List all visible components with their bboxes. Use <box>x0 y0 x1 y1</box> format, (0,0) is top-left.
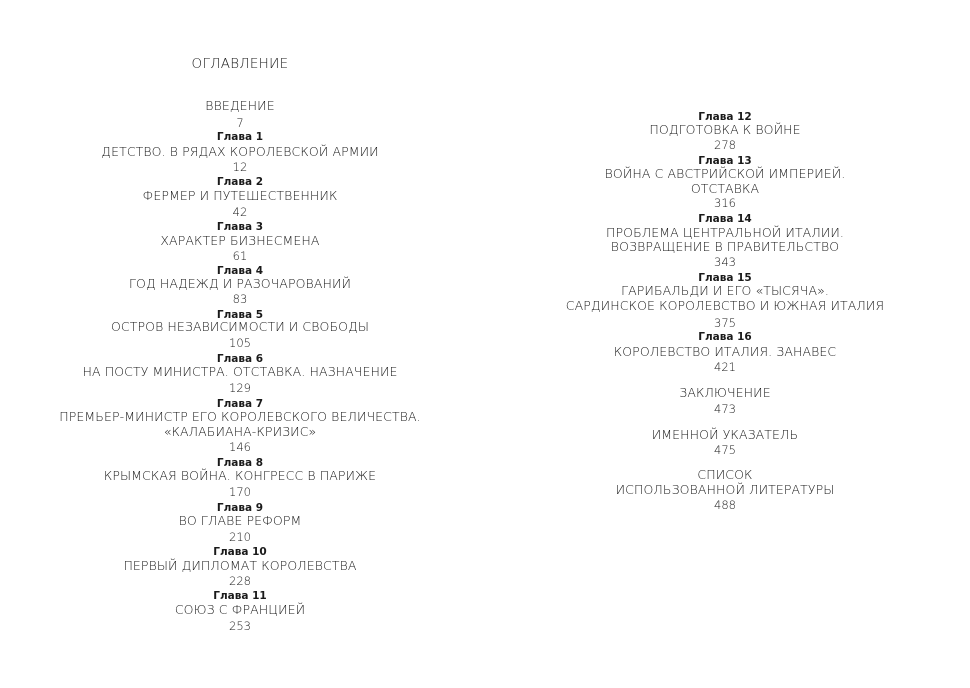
chapter-title: КОРОЛЕВСТВО ИТАЛИЯ. ЗАНАВЕС <box>613 344 837 359</box>
chapter-title: ГОД НАДЕЖД И РАЗОЧАРОВАНИЙ <box>128 276 352 291</box>
chapter-title: ИМЕННОЙ УКАЗАТЕЛЬ <box>651 427 799 442</box>
page-number: 473 <box>714 402 736 416</box>
chapter-title: ГАРИБАЛЬДИ И ЕГО «ТЫСЯЧА». <box>621 283 829 298</box>
chapter-title: ДЕТСТВО. В РЯДАХ КОРОЛЕВСКОЙ АРМИИ <box>101 144 379 159</box>
page-number: 7 <box>236 116 244 130</box>
chapter-title: ОСТРОВ НЕЗАВИСИМОСТИ И СВОБОДЫ <box>110 319 370 334</box>
page-number: 475 <box>714 443 736 457</box>
chapter-label: Глава 3 <box>216 221 264 233</box>
chapter-label: Глава 1 <box>216 131 264 143</box>
page-number: 105 <box>229 336 251 350</box>
page-number: 375 <box>714 316 736 330</box>
page-number: 12 <box>232 160 248 174</box>
chapter-title: ВВЕДЕНИЕ <box>205 98 275 113</box>
chapter-title: НА ПОСТУ МИНИСТРА. ОТСТАВКА. НАЗНАЧЕНИЕ <box>82 364 398 379</box>
chapter-label: Глава 2 <box>216 176 264 188</box>
page-number: 228 <box>229 574 251 588</box>
chapter-label: Глава 5 <box>216 309 264 321</box>
chapter-title: ХАРАКТЕР БИЗНЕСМЕНА <box>160 233 320 248</box>
chapter-title: ИСПОЛЬЗОВАННОЙ ЛИТЕРАТУРЫ <box>615 482 835 497</box>
chapter-title: ЗАКЛЮЧЕНИЕ <box>679 385 771 400</box>
page-number: 488 <box>714 498 736 512</box>
page-number: 253 <box>229 619 251 633</box>
chapter-label: Глава 14 <box>698 213 752 225</box>
chapter-title: СПИСОК <box>697 467 753 482</box>
chapter-label: Глава 6 <box>216 353 264 365</box>
chapter-label: Глава 4 <box>216 265 264 277</box>
page-number: 343 <box>714 255 736 269</box>
chapter-title: ВОЗВРАЩЕНИЕ В ПРАВИТЕЛЬСТВО <box>610 239 840 254</box>
page-number: 170 <box>229 485 251 499</box>
page-number: 316 <box>714 196 736 210</box>
page-number: 42 <box>232 205 248 219</box>
chapter-label: Глава 9 <box>216 502 264 514</box>
chapter-title: КРЫМСКАЯ ВОЙНА. КОНГРЕСС В ПАРИЖЕ <box>103 468 377 483</box>
page-number: 83 <box>232 292 248 306</box>
chapter-label: Глава 8 <box>216 457 264 469</box>
page-number: 421 <box>714 360 736 374</box>
page-number: 210 <box>229 530 251 544</box>
chapter-label: Глава 11 <box>213 590 267 602</box>
chapter-title: ПРОБЛЕМА ЦЕНТРАЛЬНОЙ ИТАЛИИ. <box>606 225 844 240</box>
chapter-label: Глава 12 <box>698 111 752 123</box>
page-number: 61 <box>232 249 248 263</box>
chapter-label: Глава 13 <box>698 155 752 167</box>
page-number: 129 <box>229 381 251 395</box>
chapter-label: Глава 7 <box>216 398 264 410</box>
chapter-title: ПРЕМЬЕР-МИНИСТР ЕГО КОРОЛЕВСКОГО ВЕЛИЧЕСТВА. <box>59 409 421 424</box>
chapter-title: ПЕРВЫЙ ДИПЛОМАТ КОРОЛЕВСТВА <box>123 558 357 573</box>
chapter-title: ВО ГЛАВЕ РЕФОРМ <box>178 513 302 528</box>
chapter-title: ФЕРМЕР И ПУТЕШЕСТВЕННИК <box>142 188 338 203</box>
toc-title: ОГЛАВЛЕНИЕ <box>191 56 289 72</box>
chapter-title: САРДИНСКОЕ КОРОЛЕВСТВО И ЮЖНАЯ ИТАЛИЯ <box>565 298 885 313</box>
chapter-label: Глава 10 <box>213 546 267 558</box>
chapter-title: «КАЛАБИАНА-КРИЗИС» <box>163 424 317 439</box>
page-number: 278 <box>714 138 736 152</box>
chapter-label: Глава 16 <box>698 331 752 343</box>
chapter-title: ПОДГОТОВКА К ВОЙНЕ <box>649 122 801 137</box>
chapter-title: ВОЙНА С АВСТРИЙСКОЙ ИМПЕРИЕЙ. <box>604 166 846 181</box>
page-number: 146 <box>229 440 251 454</box>
chapter-title: СОЮЗ С ФРАНЦИЕЙ <box>174 602 306 617</box>
chapter-label: Глава 15 <box>698 272 752 284</box>
chapter-title: ОТСТАВКА <box>690 181 760 196</box>
